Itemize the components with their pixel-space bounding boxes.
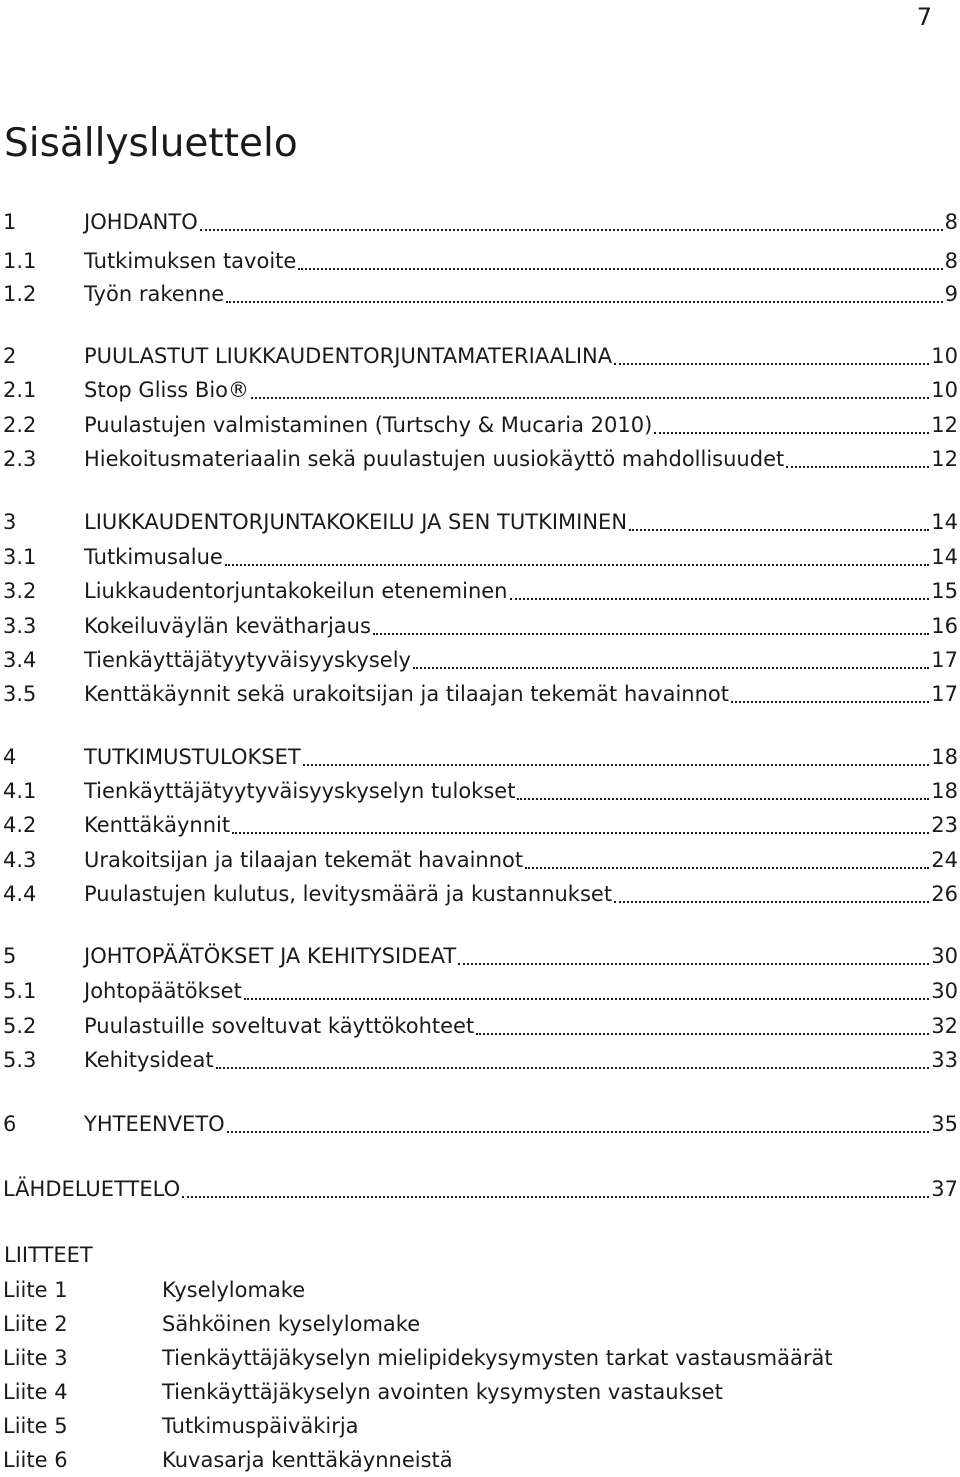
- toc-entry-number: 1.1: [3, 249, 37, 273]
- appendices-heading: LIITTEET: [4, 1243, 93, 1267]
- toc-entry[interactable]: [0, 939, 958, 973]
- toc-entry-page: 18: [931, 745, 958, 769]
- toc-entry-title: Urakoitsijan ja tilaajan tekemät havainnot: [84, 848, 524, 872]
- toc-entry-title: LÄHDELUETTELO: [3, 1177, 181, 1201]
- toc-entry-page: 10: [931, 378, 958, 402]
- toc-entry-title: Tienkäyttäjätyytyväisyyskysely: [84, 648, 411, 672]
- toc-entry-title: JOHDANTO: [84, 210, 198, 234]
- toc-entry-page: 12: [931, 413, 958, 437]
- toc-entry-number: 4.4: [3, 882, 37, 906]
- toc-entry-page: 17: [931, 682, 958, 706]
- toc-entry-page: 8: [944, 249, 958, 273]
- toc-dot-leader: [413, 666, 929, 669]
- toc-entry-page: 35: [931, 1112, 958, 1136]
- toc-entry-page: 30: [931, 944, 958, 968]
- toc-entry-page: 10: [931, 344, 958, 368]
- toc-dot-leader: [525, 866, 929, 869]
- toc-entry-number: 4.3: [3, 848, 37, 872]
- toc-entry-page: 23: [931, 813, 958, 837]
- toc-entry-number: 2.1: [3, 378, 37, 402]
- toc-entry[interactable]: [0, 205, 958, 239]
- toc-entry-number: 1: [3, 210, 17, 234]
- toc-dot-leader: [786, 465, 929, 468]
- toc-entry-page: 33: [931, 1048, 958, 1072]
- toc-entry-title: Kehitysideat: [84, 1048, 214, 1072]
- page-number: 7: [916, 3, 932, 31]
- toc-entry-title: Tutkimusalue: [84, 545, 223, 569]
- toc-entry[interactable]: [0, 1107, 958, 1141]
- appendix-description: Tienkäyttäjäkyselyn avointen kysymysten vastaukset: [162, 1380, 723, 1404]
- toc-dot-leader: [225, 563, 929, 566]
- toc-entry-title: Johtopäätökset: [84, 979, 242, 1003]
- toc-dot-leader: [182, 1195, 929, 1198]
- toc-entry-page: 12: [931, 447, 958, 471]
- toc-entry[interactable]: [0, 740, 958, 774]
- appendix-label: Liite 4: [3, 1380, 68, 1404]
- appendix-description: Tutkimuspäiväkirja: [162, 1414, 359, 1438]
- toc-entry-title: Työn rakenne: [84, 282, 225, 306]
- appendix-label: Liite 5: [3, 1414, 68, 1438]
- toc-entry-page: 32: [931, 1014, 958, 1038]
- toc-dot-leader: [614, 900, 929, 903]
- toc-entry-page: 8: [944, 210, 958, 234]
- toc-entry[interactable]: [0, 574, 958, 608]
- toc-dot-leader: [244, 997, 929, 1000]
- toc-entry[interactable]: [0, 774, 958, 808]
- toc-entry-title: Kenttäkäynnit: [84, 813, 231, 837]
- toc-entry-title: Tienkäyttäjätyytyväisyyskyselyn tulokset: [84, 779, 516, 803]
- toc-entry[interactable]: [0, 442, 958, 476]
- toc-dot-leader: [510, 597, 930, 600]
- toc-dot-leader: [373, 632, 929, 635]
- toc-dot-leader: [216, 1066, 930, 1069]
- toc-entry[interactable]: [0, 808, 958, 842]
- toc-dot-leader: [629, 528, 929, 531]
- toc-entry[interactable]: [0, 373, 958, 407]
- toc-entry[interactable]: [0, 505, 958, 539]
- toc-entry[interactable]: [0, 643, 958, 677]
- toc-entry[interactable]: [0, 244, 958, 278]
- toc-entry-page: 37: [931, 1177, 958, 1201]
- toc-dot-leader: [200, 228, 943, 231]
- toc-dot-leader: [654, 431, 929, 434]
- toc-entry[interactable]: [0, 277, 958, 311]
- toc-entry[interactable]: [0, 974, 958, 1008]
- toc-entry-number: 5.2: [3, 1014, 37, 1038]
- toc-entry-title: Puulastuille soveltuvat käyttökohteet: [84, 1014, 475, 1038]
- appendix-item: [0, 1409, 359, 1443]
- toc-entry-number: 2: [3, 344, 17, 368]
- toc-entry-number: 4: [3, 745, 17, 769]
- toc-entry[interactable]: [0, 1043, 958, 1077]
- toc-entry[interactable]: [0, 609, 958, 643]
- toc-entry-page: 18: [931, 779, 958, 803]
- appendix-item: [0, 1307, 420, 1341]
- toc-dot-leader: [303, 763, 930, 766]
- toc-entry-number: 2.3: [3, 447, 37, 471]
- toc-entry-number: 4.1: [3, 779, 37, 803]
- toc-entry-page: 17: [931, 648, 958, 672]
- appendix-item: [0, 1443, 453, 1477]
- appendix-label: Liite 1: [3, 1278, 68, 1302]
- appendix-item: [0, 1273, 305, 1307]
- toc-entry-title: Kokeiluväylän kevätharjaus: [84, 614, 371, 638]
- toc-entry-title: Kenttäkäynnit sekä urakoitsijan ja tilaajan tekemät havainnot: [84, 682, 729, 706]
- appendix-label: Liite 3: [3, 1346, 68, 1370]
- toc-dot-leader: [232, 831, 929, 834]
- toc-entry[interactable]: [0, 1172, 958, 1206]
- toc-entry-title: TUTKIMUSTULOKSET: [84, 745, 301, 769]
- toc-entry-page: 14: [931, 510, 958, 534]
- toc-entry[interactable]: [0, 843, 958, 877]
- toc-entry-number: 1.2: [3, 282, 37, 306]
- toc-entry-title: PUULASTUT LIUKKAUDENTORJUNTAMATERIAALINA: [84, 344, 613, 368]
- page-title: Sisällysluettelo: [4, 121, 298, 166]
- toc-entry-number: 3.2: [3, 579, 37, 603]
- toc-entry-page: 15: [931, 579, 958, 603]
- toc-entry-number: 5: [3, 944, 17, 968]
- toc-entry-title: Tutkimuksen tavoite: [84, 249, 297, 273]
- appendix-description: Kyselylomake: [162, 1278, 306, 1302]
- toc-entry-number: 6: [3, 1112, 17, 1136]
- toc-entry[interactable]: [0, 877, 958, 911]
- toc-entry-number: 2.2: [3, 413, 37, 437]
- toc-entry-number: 3.3: [3, 614, 37, 638]
- toc-entry-title: Liukkaudentorjuntakokeilun eteneminen: [84, 579, 508, 603]
- toc-entry-title: Puulastujen kulutus, levitysmäärä ja kustannukset: [84, 882, 613, 906]
- appendix-item: [0, 1375, 723, 1409]
- appendix-description: Kuvasarja kenttäkäynneistä: [162, 1448, 453, 1472]
- toc-entry[interactable]: [0, 1009, 958, 1043]
- toc-dot-leader: [731, 700, 929, 703]
- toc-entry[interactable]: [0, 677, 958, 711]
- toc-entry-title: Puulastujen valmistaminen (Turtschy & Mucaria 2010): [84, 413, 653, 437]
- toc-entry-number: 3: [3, 510, 17, 534]
- toc-dot-leader: [226, 300, 942, 303]
- toc-entry[interactable]: [0, 339, 958, 373]
- toc-entry-title: YHTEENVETO: [84, 1112, 225, 1136]
- toc-entry-page: 9: [944, 282, 958, 306]
- toc-dot-leader: [476, 1032, 929, 1035]
- toc-entry[interactable]: [0, 408, 958, 442]
- toc-dot-leader: [458, 962, 929, 965]
- toc-entry-page: 24: [931, 848, 958, 872]
- toc-entry-number: 4.2: [3, 813, 37, 837]
- toc-entry-number: 3.5: [3, 682, 37, 706]
- toc-dot-leader: [517, 797, 929, 800]
- toc-entry-number: 3.1: [3, 545, 37, 569]
- toc-entry[interactable]: [0, 540, 958, 574]
- toc-dot-leader: [227, 1130, 930, 1133]
- appendix-label: Liite 6: [3, 1448, 68, 1472]
- toc-entry-page: 30: [931, 979, 958, 1003]
- toc-entry-title: Stop Gliss Bio®: [84, 378, 250, 402]
- toc-dot-leader: [251, 396, 929, 399]
- toc-entry-number: 5.1: [3, 979, 37, 1003]
- toc-dot-leader: [614, 362, 929, 365]
- appendix-description: Sähköinen kyselylomake: [162, 1312, 421, 1336]
- toc-entry-number: 3.4: [3, 648, 37, 672]
- toc-entry-page: 16: [931, 614, 958, 638]
- toc-entry-page: 14: [931, 545, 958, 569]
- toc-dot-leader: [298, 267, 942, 270]
- appendix-label: Liite 2: [3, 1312, 68, 1336]
- toc-entry-title: Hiekoitusmateriaalin sekä puulastujen uusiokäyttö mahdollisuudet: [84, 447, 785, 471]
- toc-entry-title: LIUKKAUDENTORJUNTAKOKEILU JA SEN TUTKIMINEN: [84, 510, 628, 534]
- appendix-item: [0, 1341, 833, 1375]
- toc-entry-page: 26: [931, 882, 958, 906]
- appendix-description: Tienkäyttäjäkyselyn mielipidekysymysten tarkat vastausmäärät: [162, 1346, 833, 1370]
- toc-entry-number: 5.3: [3, 1048, 37, 1072]
- toc-entry-title: JOHTOPÄÄTÖKSET JA KEHITYSIDEAT: [84, 944, 457, 968]
